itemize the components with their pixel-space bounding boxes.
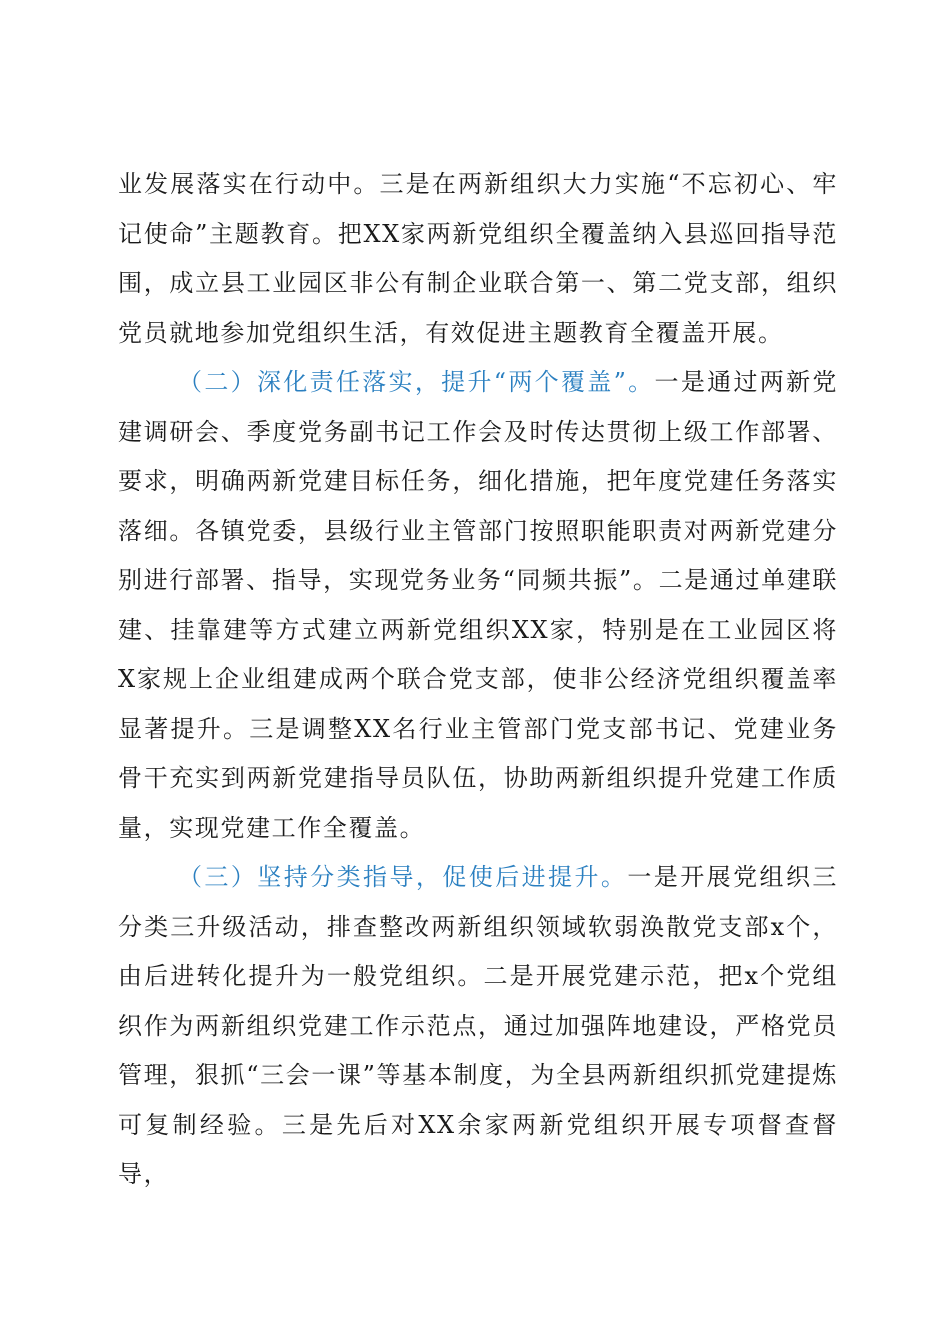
paragraph-section-two: [118, 358, 838, 853]
section-heading: （三）坚持分类指导，促使后进提升。: [178, 863, 628, 891]
paragraph-text: 业发展落实在行动中。三是在两新组织大力实施“不忘初心、牢记使命”主题教育。把XX家两新党组织全覆盖纳入县巡回指导范围，成立县工业园区非公有制企业联合第一、第二党支部，组织党员就地参加党组织生活，有效促进主题教育全覆盖开展。: [118, 170, 838, 347]
paragraph-text: 一是通过两新党建调研会、季度党务副书记工作会及时传达贯彻上级工作部署、要求，明确两新党建目标任务，细化措施，把年度党建任务落实落细。各镇党委，县级行业主管部门按照职能职责对两新党建分别进行部署、指导，实现党务业务“同频共振”。二是通过单建联建、挂靠建等方式建立两新党组织XX家，特别是在工业园区将X家规上企业组建成两个联合党支部，使非公经济党组织覆盖率显著提升。三是调整XX名行业主管部门党支部书记、党建业务骨干充实到两新党建指导员队伍，协助两新组织提升党建工作质量，实现党建工作全覆盖。: [118, 368, 838, 842]
paragraph-section-three: [118, 853, 838, 1200]
paragraph-continuation: [118, 160, 838, 358]
document-body: [118, 160, 838, 1200]
paragraph-text: 一是开展党组织三分类三升级活动，排查整改两新组织领域软弱涣散党支部x个，由后进转化提升为一般党组织。二是开展党建示范，把x个党组织作为两新组织党建工作示范点，通过加强阵地建设，严格党员管理，狠抓“三会一课”等基本制度，为全县两新组织抓党建提炼可复制经验。三是先后对XX余家两新党组织开展专项督查督导，: [118, 863, 838, 1188]
section-heading: （二）深化责任落实，提升“两个覆盖”。: [178, 368, 655, 396]
